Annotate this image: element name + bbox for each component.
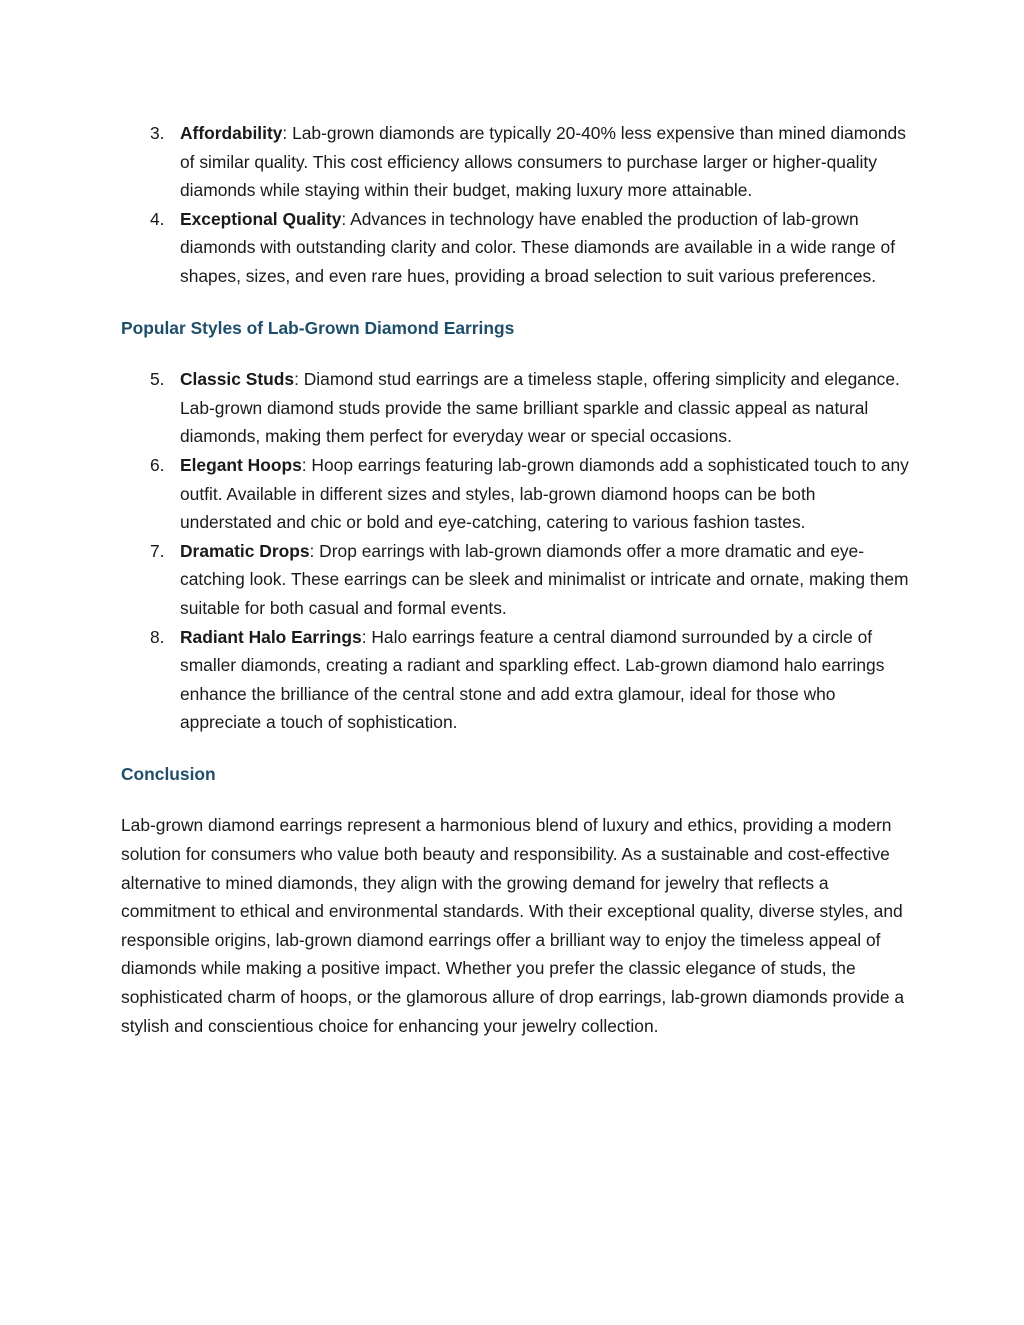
list-item-text: : Drop earrings with lab-grown diamonds offer a more dramatic and eye-catching look. These earrings can be sleek and minimalist or intricate and ornate, making them suitable for both casual and formal events. bbox=[180, 540, 909, 618]
document-page bbox=[121, 119, 911, 1040]
list-item-term: Elegant Hoops bbox=[180, 454, 302, 475]
list-item-number: 8. bbox=[150, 626, 165, 647]
conclusion-heading: Conclusion bbox=[121, 763, 216, 784]
styles-list bbox=[121, 365, 911, 737]
conclusion-paragraph: Lab-grown diamond earrings represent a harmonious blend of luxury and ethics, providing a modern solution for consumers who value both beauty and responsibility. As a sustainable and cost-effective alternative to mined diamonds, they align with the growing demand for jewelry that reflects a commitment to ethical and environmental standards. With their exceptional quality, diverse styles, and responsible origins, lab-grown diamond earrings offer a brilliant way to enjoy the timeless appeal of diamonds while making a positive impact. Whether you prefer the classic elegance of studs, the sophisticated charm of hoops, or the glamorous allure of drop earrings, lab-grown diamonds provide a stylish and conscientious choice for enhancing your jewelry collection. bbox=[121, 815, 905, 1036]
list-item-term: Classic Studs bbox=[180, 369, 295, 390]
list-item-term: Affordability bbox=[180, 123, 283, 143]
list-item-term: Radiant Halo Earrings bbox=[180, 626, 362, 647]
list-item-radiant-halo-earrings bbox=[121, 623, 911, 737]
list-item-number: 3. bbox=[150, 123, 165, 143]
list-item-text: : Lab-grown diamonds are typically 20-40% less expensive than mined diamonds of similar quality. This cost efficiency allows consumers to purchase larger or higher-quality diamonds while staying within their budget, making luxury more attainable. bbox=[180, 123, 906, 201]
list-item-text: : Halo earrings feature a central diamond surrounded by a circle of smaller diamonds, creating a radiant and sparkling effect. Lab-grown diamond halo earrings enhance the brilliance of the central stone and add extra glamour, ideal for those who appreciate a touch of sophistication. bbox=[180, 626, 885, 733]
popular-styles-heading: Popular Styles of Lab-Grown Diamond Earrings bbox=[121, 317, 515, 338]
list-item-text: : Hoop earrings featuring lab-grown diamonds add a sophisticated touch to any outfit. Available in different sizes and styles, lab-grown diamond hoops can be both understated and chic or bold and eye-catching, catering to various fashion tastes. bbox=[180, 454, 909, 533]
list-item-exceptional-quality bbox=[121, 205, 911, 291]
list-item-number: 6. bbox=[150, 454, 165, 475]
list-item-affordability bbox=[121, 119, 911, 205]
list-item-number: 7. bbox=[150, 540, 165, 561]
benefits-list bbox=[121, 119, 911, 291]
list-item-term: Dramatic Drops bbox=[180, 540, 310, 561]
list-item-number: 4. bbox=[150, 208, 165, 229]
list-item-text: : Diamond stud earrings are a timeless staple, offering simplicity and elegance. Lab-grown diamond studs provide the same brilliant sparkle and classic appeal as natural diamonds, making them perfect for everyday wear or special occasions. bbox=[180, 369, 900, 447]
list-item-elegant-hoops bbox=[121, 451, 911, 537]
list-item-text: : Advances in technology have enabled the production of lab-grown diamonds with outstanding clarity and color. These diamonds are available in a wide range of shapes, sizes, and even rare hues, providing a broad selection to suit various preferences. bbox=[180, 208, 896, 286]
list-item-classic-studs bbox=[121, 365, 911, 451]
list-item-term: Exceptional Quality bbox=[180, 208, 342, 229]
list-item-number: 5. bbox=[150, 369, 165, 390]
list-item-dramatic-drops bbox=[121, 537, 911, 623]
